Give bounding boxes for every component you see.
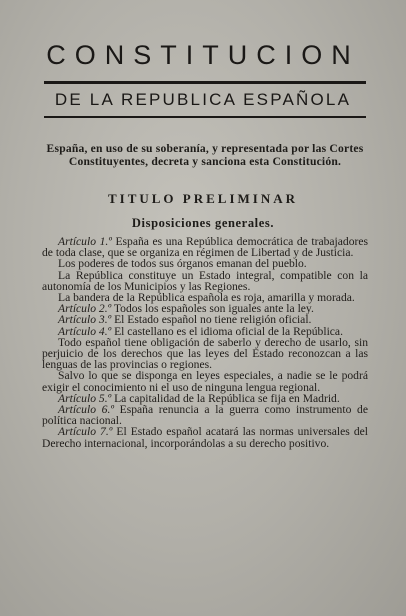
paragraph-text: El castellano es el idioma oficial de la República. [111,324,343,338]
paragraph [42,337,368,371]
paragraph-text: La República constituye un Estado integral, compatible con la autonomía de los Municipios y las Regiones. [42,268,368,293]
article-label: Artículo 2.º [58,302,112,316]
paragraph-text: Salvo lo que se disponga en leyes especiales, a nadie se le podrá exigir el conocimiento ni el uso de ninguna lengua regional. [42,369,368,394]
article-label: Artículo 5.º [58,391,112,405]
paragraph-text: El Estado español acatará las normas universales del Derecho internacional, incorporándolas a su derecho positivo. [42,425,368,450]
paragraph-text: La bandera de la República española es roja, amarilla y morada. [58,291,355,305]
paragraph [42,404,368,426]
articles-body [42,236,368,449]
paragraph-text: España renuncia a la guerra como instrumento de política nacional. [42,403,368,428]
paragraph-text: Todos los españoles son iguales ante la ley. [111,302,314,316]
paragraph-text: El Estado español no tiene religión oficial. [111,313,312,327]
article-label: Artículo 6.º [58,403,114,417]
paragraph [42,370,368,392]
paragraph [42,270,368,292]
article-label: Artículo 3.º [58,313,112,327]
paragraph-text: España es una República democrática de trabajadores de toda clase, que se organiza en régimen de Libertad y de Justicia. [42,235,369,260]
article-label: Artículo 7.º [58,425,113,439]
paragraph-text: Los poderes de todos sus órganos emanan del pueblo. [58,257,307,271]
paragraph-text: Todo español tiene obligación de saberlo y derecho de usarlo, sin perjuicio de los derechos que las leyes del Estado reconozcan a las lenguas de las provincias o regiones. [42,335,368,372]
paragraph [42,236,368,258]
section-subtitle: Disposiciones generales. [131,216,275,230]
preamble: España, en uso de su soberanía, y representada por las Cortes Constituyentes, decreta y sanciona esta Constitución. [46,142,364,168]
title-divider-thick [44,81,366,84]
document-title: CONSTITUCION [46,40,360,70]
document-subtitle: DE LA REPUBLICA ESPAÑOLA [54,90,352,109]
subtitle-divider-thin [44,116,366,118]
article-label: Artículo 4.º [58,324,112,338]
article-label: Artículo 1.º [58,235,112,248]
section-title: TITULO PRELIMINAR [107,191,299,206]
paragraph-text: La capitalidad de la República se fija en Madrid. [111,391,340,405]
paragraph [42,426,368,448]
